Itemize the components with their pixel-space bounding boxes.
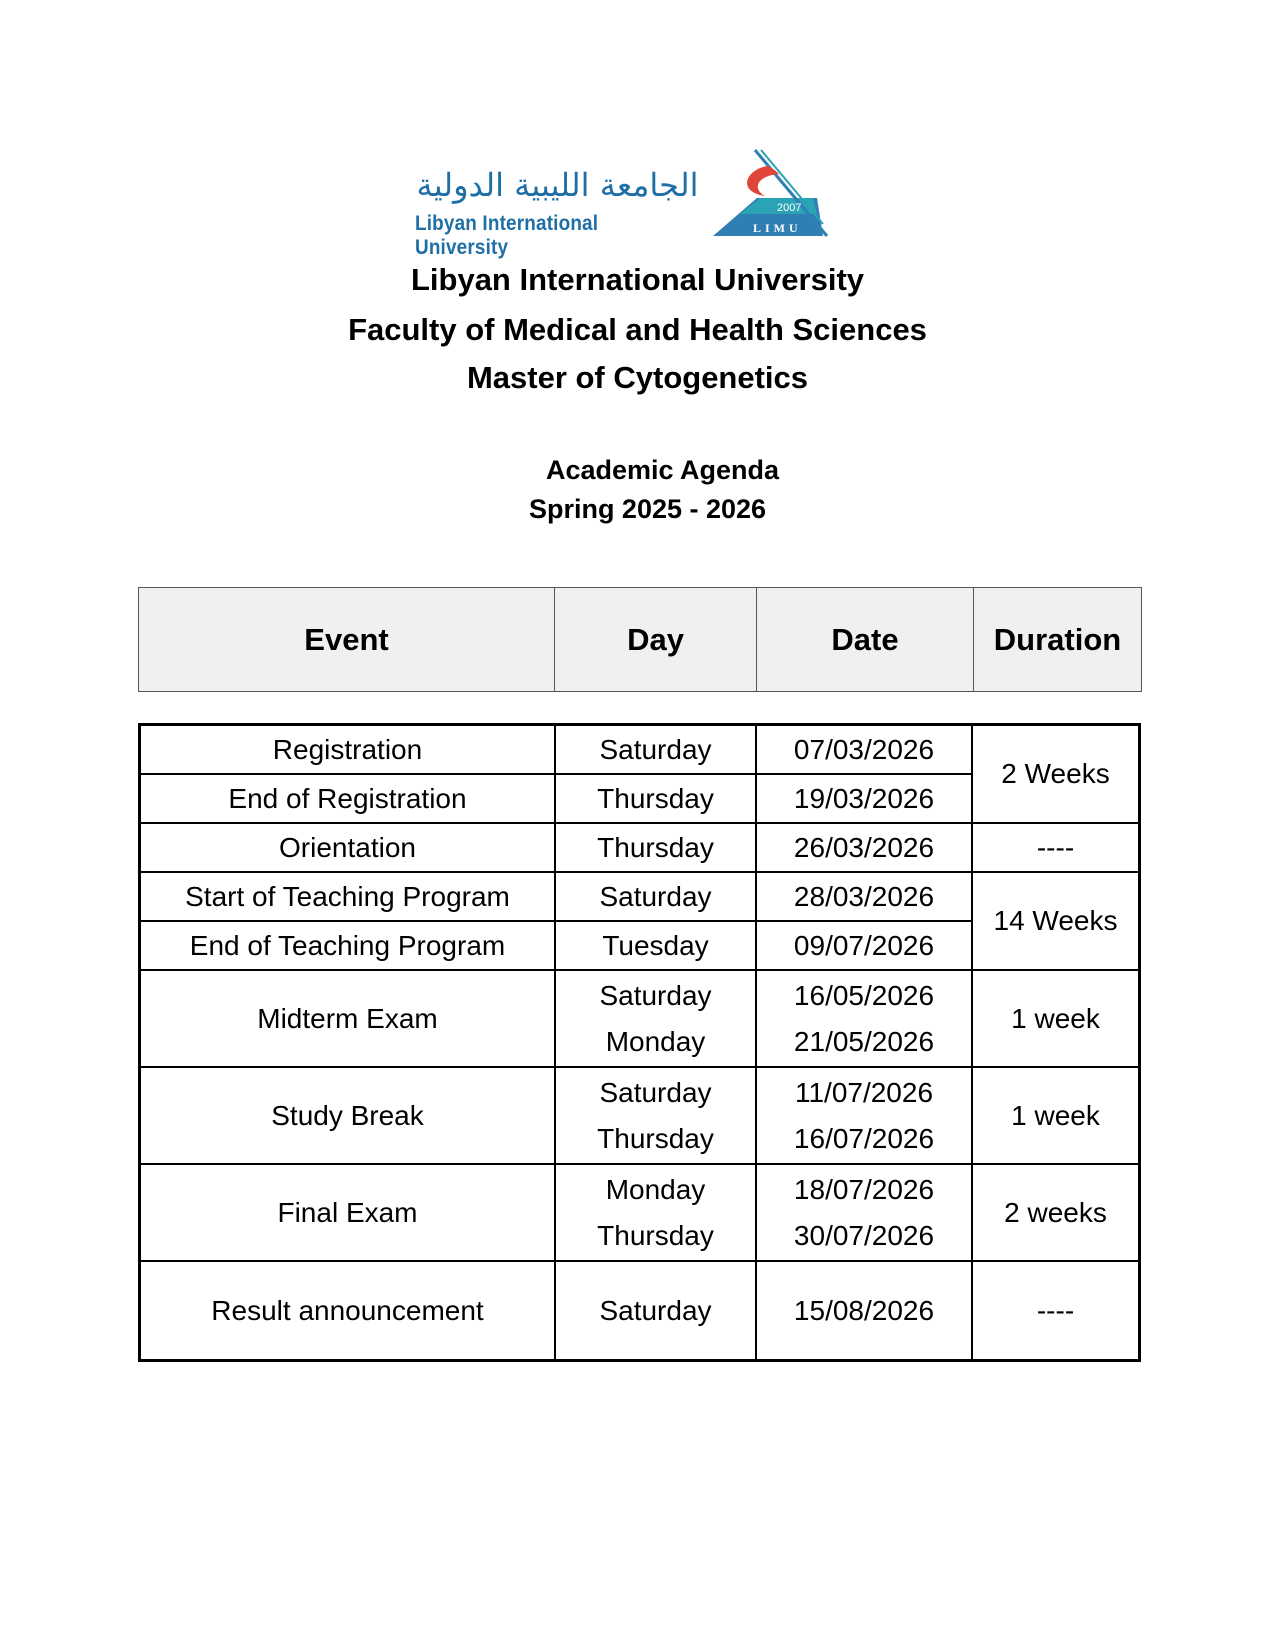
logo-english-name: Libyan International University bbox=[415, 212, 599, 259]
column-header-day: Day bbox=[555, 588, 757, 692]
day-cell: Thursday bbox=[555, 774, 756, 823]
event-cell: Orientation bbox=[140, 823, 556, 872]
day-cell: Saturday bbox=[555, 725, 756, 775]
duration-cell: 2 weeks bbox=[972, 1164, 1140, 1261]
day-end: Thursday bbox=[597, 1122, 714, 1154]
day-cell bbox=[555, 1164, 756, 1261]
date-cell: 19/03/2026 bbox=[756, 774, 972, 823]
day-start: Saturday bbox=[599, 979, 712, 1011]
day-cell: Tuesday bbox=[555, 921, 756, 970]
duration-cell: 2 Weeks bbox=[972, 725, 1140, 824]
duration-cell: 1 week bbox=[972, 970, 1140, 1067]
day-cell bbox=[555, 1067, 756, 1164]
date-end: 21/05/2026 bbox=[793, 1025, 935, 1057]
program-title: Master of Cytogenetics bbox=[466, 360, 809, 395]
day-start: Monday bbox=[605, 1173, 706, 1205]
table-row bbox=[140, 872, 1140, 921]
date-cell: 26/03/2026 bbox=[756, 823, 972, 872]
date-end: 16/07/2026 bbox=[793, 1122, 935, 1154]
date-cell: 09/07/2026 bbox=[756, 921, 972, 970]
duration-cell: 1 week bbox=[972, 1067, 1140, 1164]
event-cell: End of Registration bbox=[140, 774, 556, 823]
date-end: 30/07/2026 bbox=[793, 1219, 935, 1251]
emblem-text: LIMU bbox=[753, 221, 802, 235]
day-end: Thursday bbox=[597, 1219, 714, 1251]
day-cell: Saturday bbox=[555, 1261, 756, 1361]
event-cell: Study Break bbox=[140, 1067, 556, 1164]
event-cell: Registration bbox=[140, 725, 556, 775]
duration-cell: 14 Weeks bbox=[972, 872, 1140, 970]
date-cell: 15/08/2026 bbox=[756, 1261, 972, 1361]
university-logo bbox=[415, 148, 835, 259]
table-row bbox=[140, 823, 1140, 872]
day-cell bbox=[555, 970, 756, 1067]
table-row bbox=[140, 725, 1140, 775]
event-cell: Result announcement bbox=[140, 1261, 556, 1361]
date-cell bbox=[756, 1164, 972, 1261]
event-cell: End of Teaching Program bbox=[140, 921, 556, 970]
duration-cell: ---- bbox=[972, 823, 1140, 872]
column-header-event: Event bbox=[139, 588, 555, 692]
table-row bbox=[140, 1261, 1140, 1361]
agenda-header-table bbox=[138, 587, 1142, 692]
column-header-duration: Duration bbox=[974, 588, 1142, 692]
limu-emblem-icon bbox=[705, 148, 830, 243]
date-start: 11/07/2026 bbox=[794, 1076, 934, 1108]
university-title: Libyan International University bbox=[410, 262, 865, 297]
date-start: 16/05/2026 bbox=[793, 979, 935, 1011]
table-row bbox=[140, 970, 1140, 1067]
agenda-table bbox=[138, 723, 1141, 1362]
table-row bbox=[140, 1164, 1140, 1261]
day-end: Monday bbox=[605, 1025, 706, 1057]
duration-cell: ---- bbox=[972, 1261, 1140, 1361]
day-cell: Saturday bbox=[555, 872, 756, 921]
table-row bbox=[140, 1067, 1140, 1164]
emblem-crescent bbox=[747, 166, 779, 196]
date-cell: 07/03/2026 bbox=[756, 725, 972, 775]
date-cell bbox=[756, 1067, 972, 1164]
agenda-title: Academic Agenda bbox=[545, 455, 780, 485]
agenda-term: Spring 2025 - 2026 bbox=[528, 494, 767, 524]
date-cell: 28/03/2026 bbox=[756, 872, 972, 921]
event-cell: Midterm Exam bbox=[140, 970, 556, 1067]
faculty-title: Faculty of Medical and Health Sciences bbox=[348, 312, 927, 347]
day-start: Saturday bbox=[599, 1076, 712, 1108]
day-cell: Thursday bbox=[555, 823, 756, 872]
date-start: 18/07/2026 bbox=[793, 1173, 935, 1205]
emblem-year: 2007 bbox=[777, 202, 802, 214]
event-cell: Final Exam bbox=[140, 1164, 556, 1261]
date-cell bbox=[756, 970, 972, 1067]
column-header-date: Date bbox=[757, 588, 974, 692]
logo-arabic-name: الجامعة الليبية الدولية bbox=[416, 166, 699, 204]
event-cell: Start of Teaching Program bbox=[140, 872, 556, 921]
